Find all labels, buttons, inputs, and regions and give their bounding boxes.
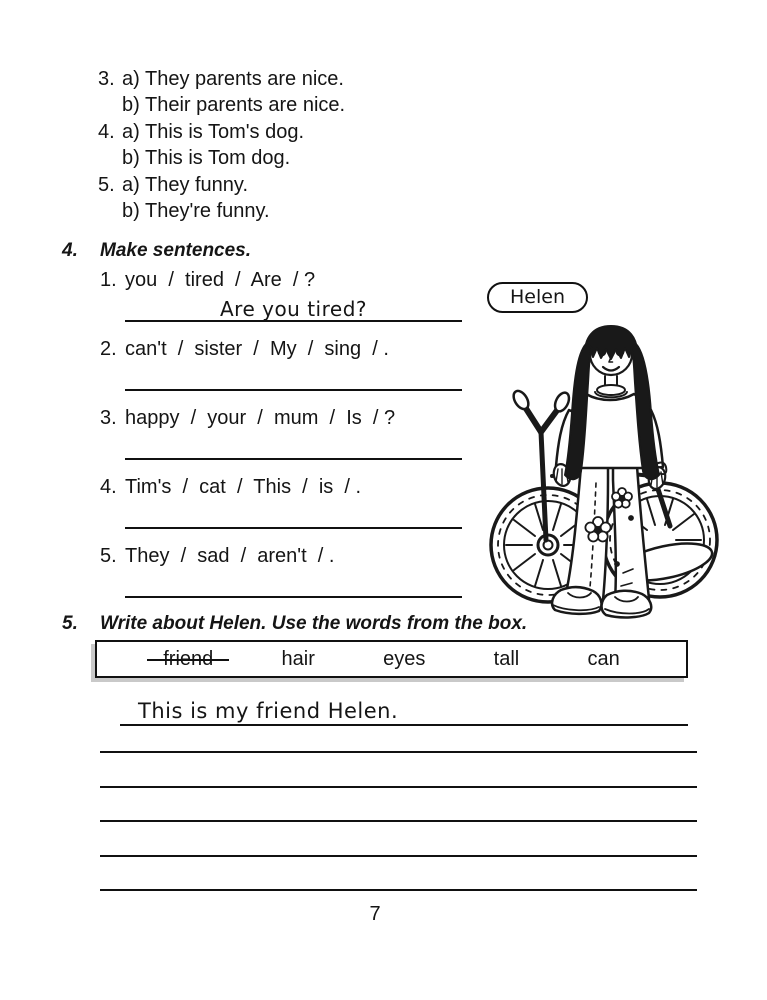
item-number: 3. [98, 68, 115, 90]
writing-line [100, 855, 697, 857]
item-text: b) Their parents are nice. [122, 94, 346, 117]
item-number: 1. [100, 269, 117, 291]
item-text: a) They parents are nice. [122, 68, 344, 90]
sentence-prompt [100, 405, 464, 431]
list-line [98, 66, 345, 92]
helen-name-label: Helen [487, 282, 588, 313]
writing-line [100, 786, 697, 788]
item-number: 2. [100, 338, 117, 360]
helen-illustration [465, 268, 765, 620]
answer-line [125, 506, 462, 529]
sentence-prompt [100, 267, 464, 293]
sentence-prompt [100, 336, 464, 362]
exercise5-heading [62, 613, 527, 635]
girl-neck-collar [595, 376, 627, 397]
word-eyes: eyes [383, 647, 426, 670]
item-text: a) This is Tom's dog. [122, 120, 305, 143]
list-line [98, 145, 345, 171]
sentence-item [100, 405, 464, 460]
word-can: can [587, 647, 620, 670]
item-number: 5. [100, 545, 117, 567]
handwritten-answer: Are you tired? [219, 297, 368, 321]
prompt-text: you / tired / Are / ? [125, 269, 316, 291]
sentence-item [100, 474, 464, 529]
prompt-text: can't / sister / My / sing / . [125, 338, 389, 360]
handwritten-sentence: This is my friend Helen. [138, 699, 399, 723]
exercise-number: 5. [62, 613, 78, 634]
answer-line [125, 437, 462, 460]
word-hair: hair [281, 647, 315, 670]
item-text: b) They're funny. [122, 200, 270, 223]
word-box [95, 640, 688, 678]
sentence-prompt [100, 543, 464, 569]
item-number: 3. [100, 407, 117, 429]
exercise4-items [100, 267, 464, 612]
prompt-text: They / sad / aren't / . [125, 545, 335, 567]
exercise-title: Write about Helen. Use the words from the box. [100, 613, 528, 634]
exercise4-heading [62, 240, 251, 262]
list-line [98, 119, 345, 145]
prompt-text: happy / your / mum / Is / ? [125, 407, 396, 429]
item-number [98, 92, 122, 118]
list-line [98, 172, 345, 198]
exercise-number: 4. [62, 240, 78, 261]
answer-line [125, 299, 462, 322]
writing-line [100, 820, 697, 822]
writing-line-with-answer [120, 698, 688, 726]
item-number [98, 145, 122, 171]
item-number: 4. [100, 476, 117, 498]
sentence-prompt [100, 474, 464, 500]
item-text: b) This is Tom dog. [122, 147, 291, 170]
item-number: 5. [98, 173, 115, 196]
page-number: 7 [369, 903, 381, 925]
word-tall: tall [493, 647, 520, 670]
sentence-item [100, 543, 464, 598]
list-line [98, 92, 345, 118]
list-line [98, 198, 345, 224]
prompt-text: Tim's / cat / This / is / . [125, 476, 362, 498]
item-number [98, 198, 122, 224]
answer-line [125, 368, 462, 391]
word-friend-struck: friend [163, 647, 214, 670]
item-number: 4. [98, 120, 115, 143]
writing-line [100, 889, 697, 891]
girl-with-bicycle-drawing [465, 268, 765, 620]
sentence-item [100, 267, 464, 322]
exercise-title: Make sentences. [100, 240, 252, 261]
writing-line [100, 751, 697, 753]
exercise3-list [98, 66, 345, 224]
answer-line [125, 575, 462, 598]
item-text: a) They funny. [122, 173, 248, 196]
sentence-item [100, 336, 464, 391]
